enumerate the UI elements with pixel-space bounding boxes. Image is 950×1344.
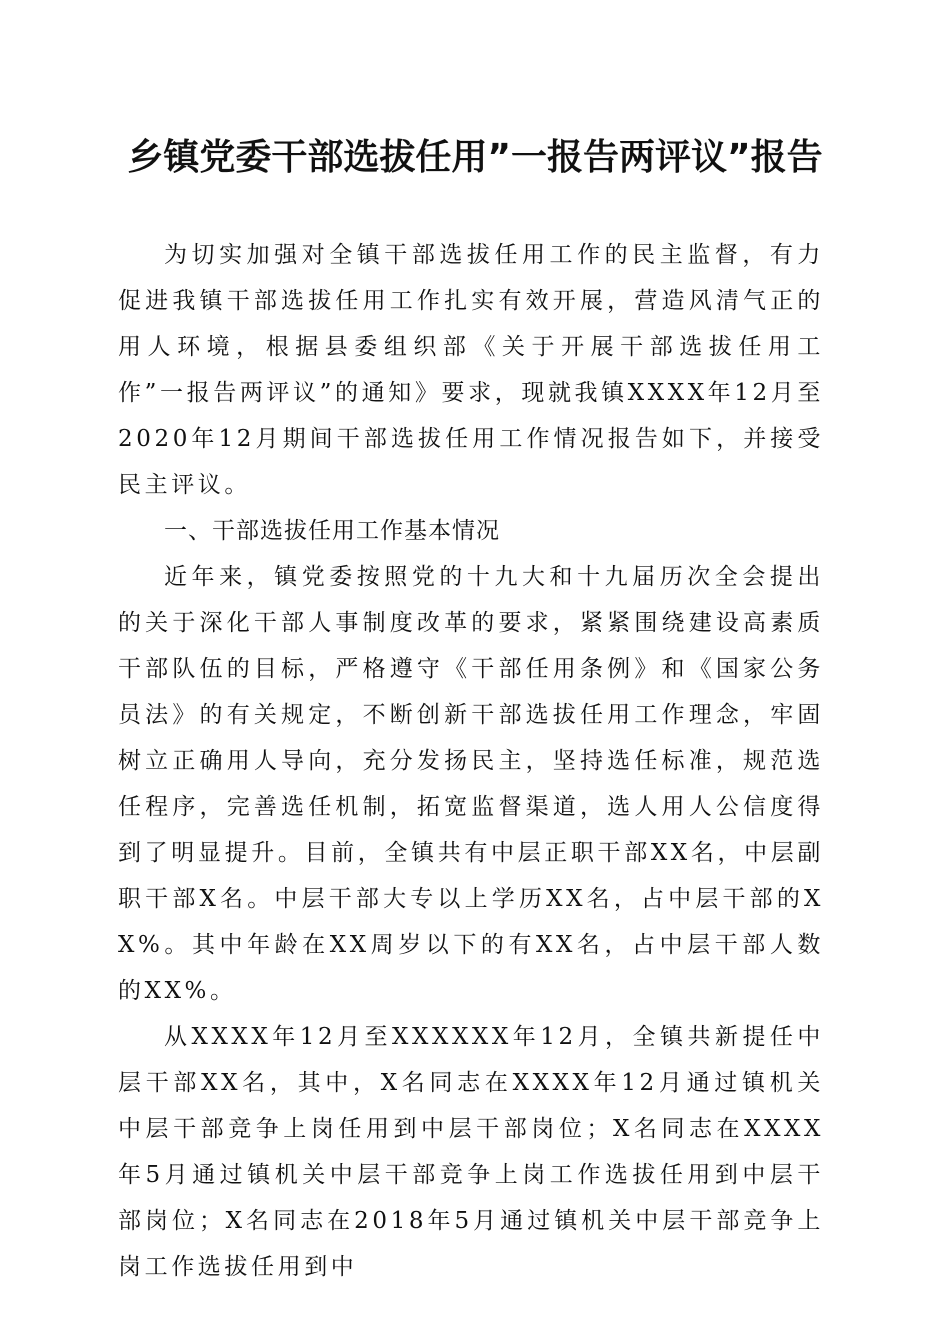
section-heading: 一、干部选拔任用工作基本情况 <box>164 518 500 544</box>
section-paragraph: 从XXXX年12月至XXXXXX年12月，全镇共新提任中层干部XX名，其中，X名同志在XXXX年12月通过镇机关中层干部竞争上岗任用到中层干部岗位；X名同志在XXXX年5月通过镇机关中层干部竞争上岗工作选拔任用到中层干部岗位；X名同志在2018年5月通过镇机关中层干部竞争上岗工作选拔任用到中 <box>118 1024 824 1280</box>
document-body <box>118 232 824 1290</box>
document-title: 乡镇党委干部选拔任用”一报告两评议”报告 <box>127 137 823 178</box>
intro-paragraph: 为切实加强对全镇干部选拔任用工作的民主监督，有力促进我镇干部选拔任用工作扎实有效开展，营造风清气正的用人环境，根据县委组织部《关于开展干部选拔任用工作”一报告两评议”的通知》要求，现就我镇XXXX年12月至2020年12月期间干部选拔任用工作情况报告如下，并接受民主评议。 <box>118 242 824 498</box>
section-paragraph: 近年来，镇党委按照党的十九大和十九届历次全会提出的关于深化干部人事制度改革的要求，紧紧围绕建设高素质干部队伍的目标，严格遵守《干部任用条例》和《国家公务员法》的有关规定，不断创新干部选拔任用工作理念，牢固树立正确用人导向，充分发扬民主，坚持选任标准，规范选任程序，完善选任机制，拓宽监督渠道，选人用人公信度得到了明显提升。目前，全镇共有中层正职干部XX名，中层副职干部X名。中层干部大专以上学历XX名，占中层干部的XX%。其中年龄在XX周岁以下的有XX名，占中层干部人数的XX%。 <box>118 564 824 1004</box>
